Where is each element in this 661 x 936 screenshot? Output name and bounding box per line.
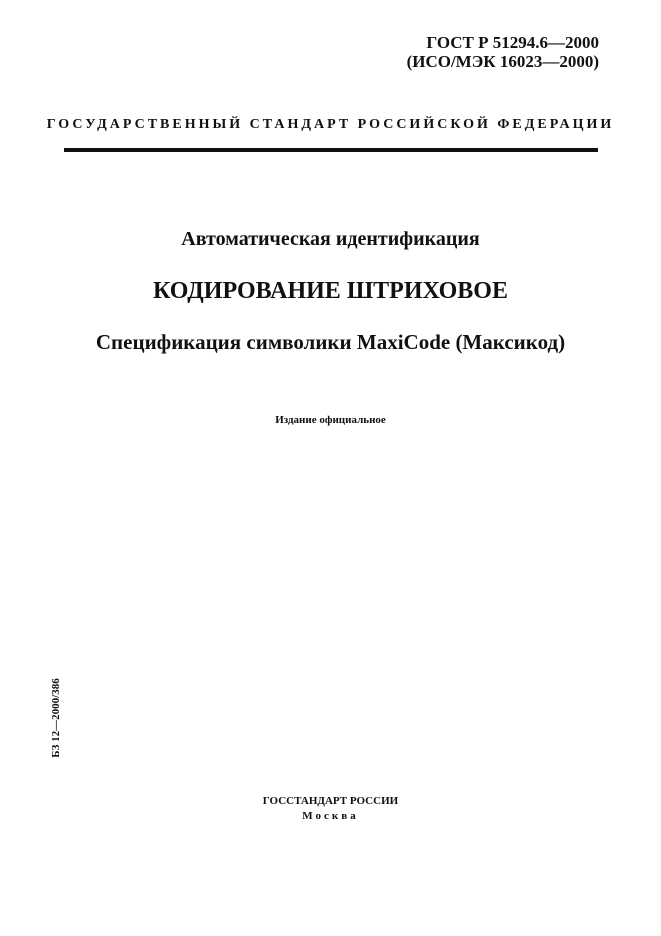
divider-rule xyxy=(64,148,598,152)
iso-number: (ИСО/МЭК 16023—2000) xyxy=(406,52,599,71)
edition-note: Издание официальное xyxy=(275,414,386,426)
standard-code xyxy=(407,33,599,71)
title-line-1: Автоматическая идентификация xyxy=(181,228,480,250)
standard-number: ГОСТ Р 51294.6—2000 xyxy=(426,33,599,52)
title-line-3: Спецификация символики MaxiCode (Максикод) xyxy=(95,330,566,354)
side-code: БЗ 12—2000/386 xyxy=(50,678,62,758)
city: Москва xyxy=(302,810,359,822)
publisher: ГОССТАНДАРТ РОССИИ xyxy=(262,795,399,807)
state-standard-heading: ГОСУДАРСТВЕННЫЙ СТАНДАРТ РОССИЙСКОЙ ФЕДЕРАЦИИ xyxy=(46,117,615,132)
title-line-2: КОДИРОВАНИЕ ШТРИХОВОЕ xyxy=(153,278,508,304)
